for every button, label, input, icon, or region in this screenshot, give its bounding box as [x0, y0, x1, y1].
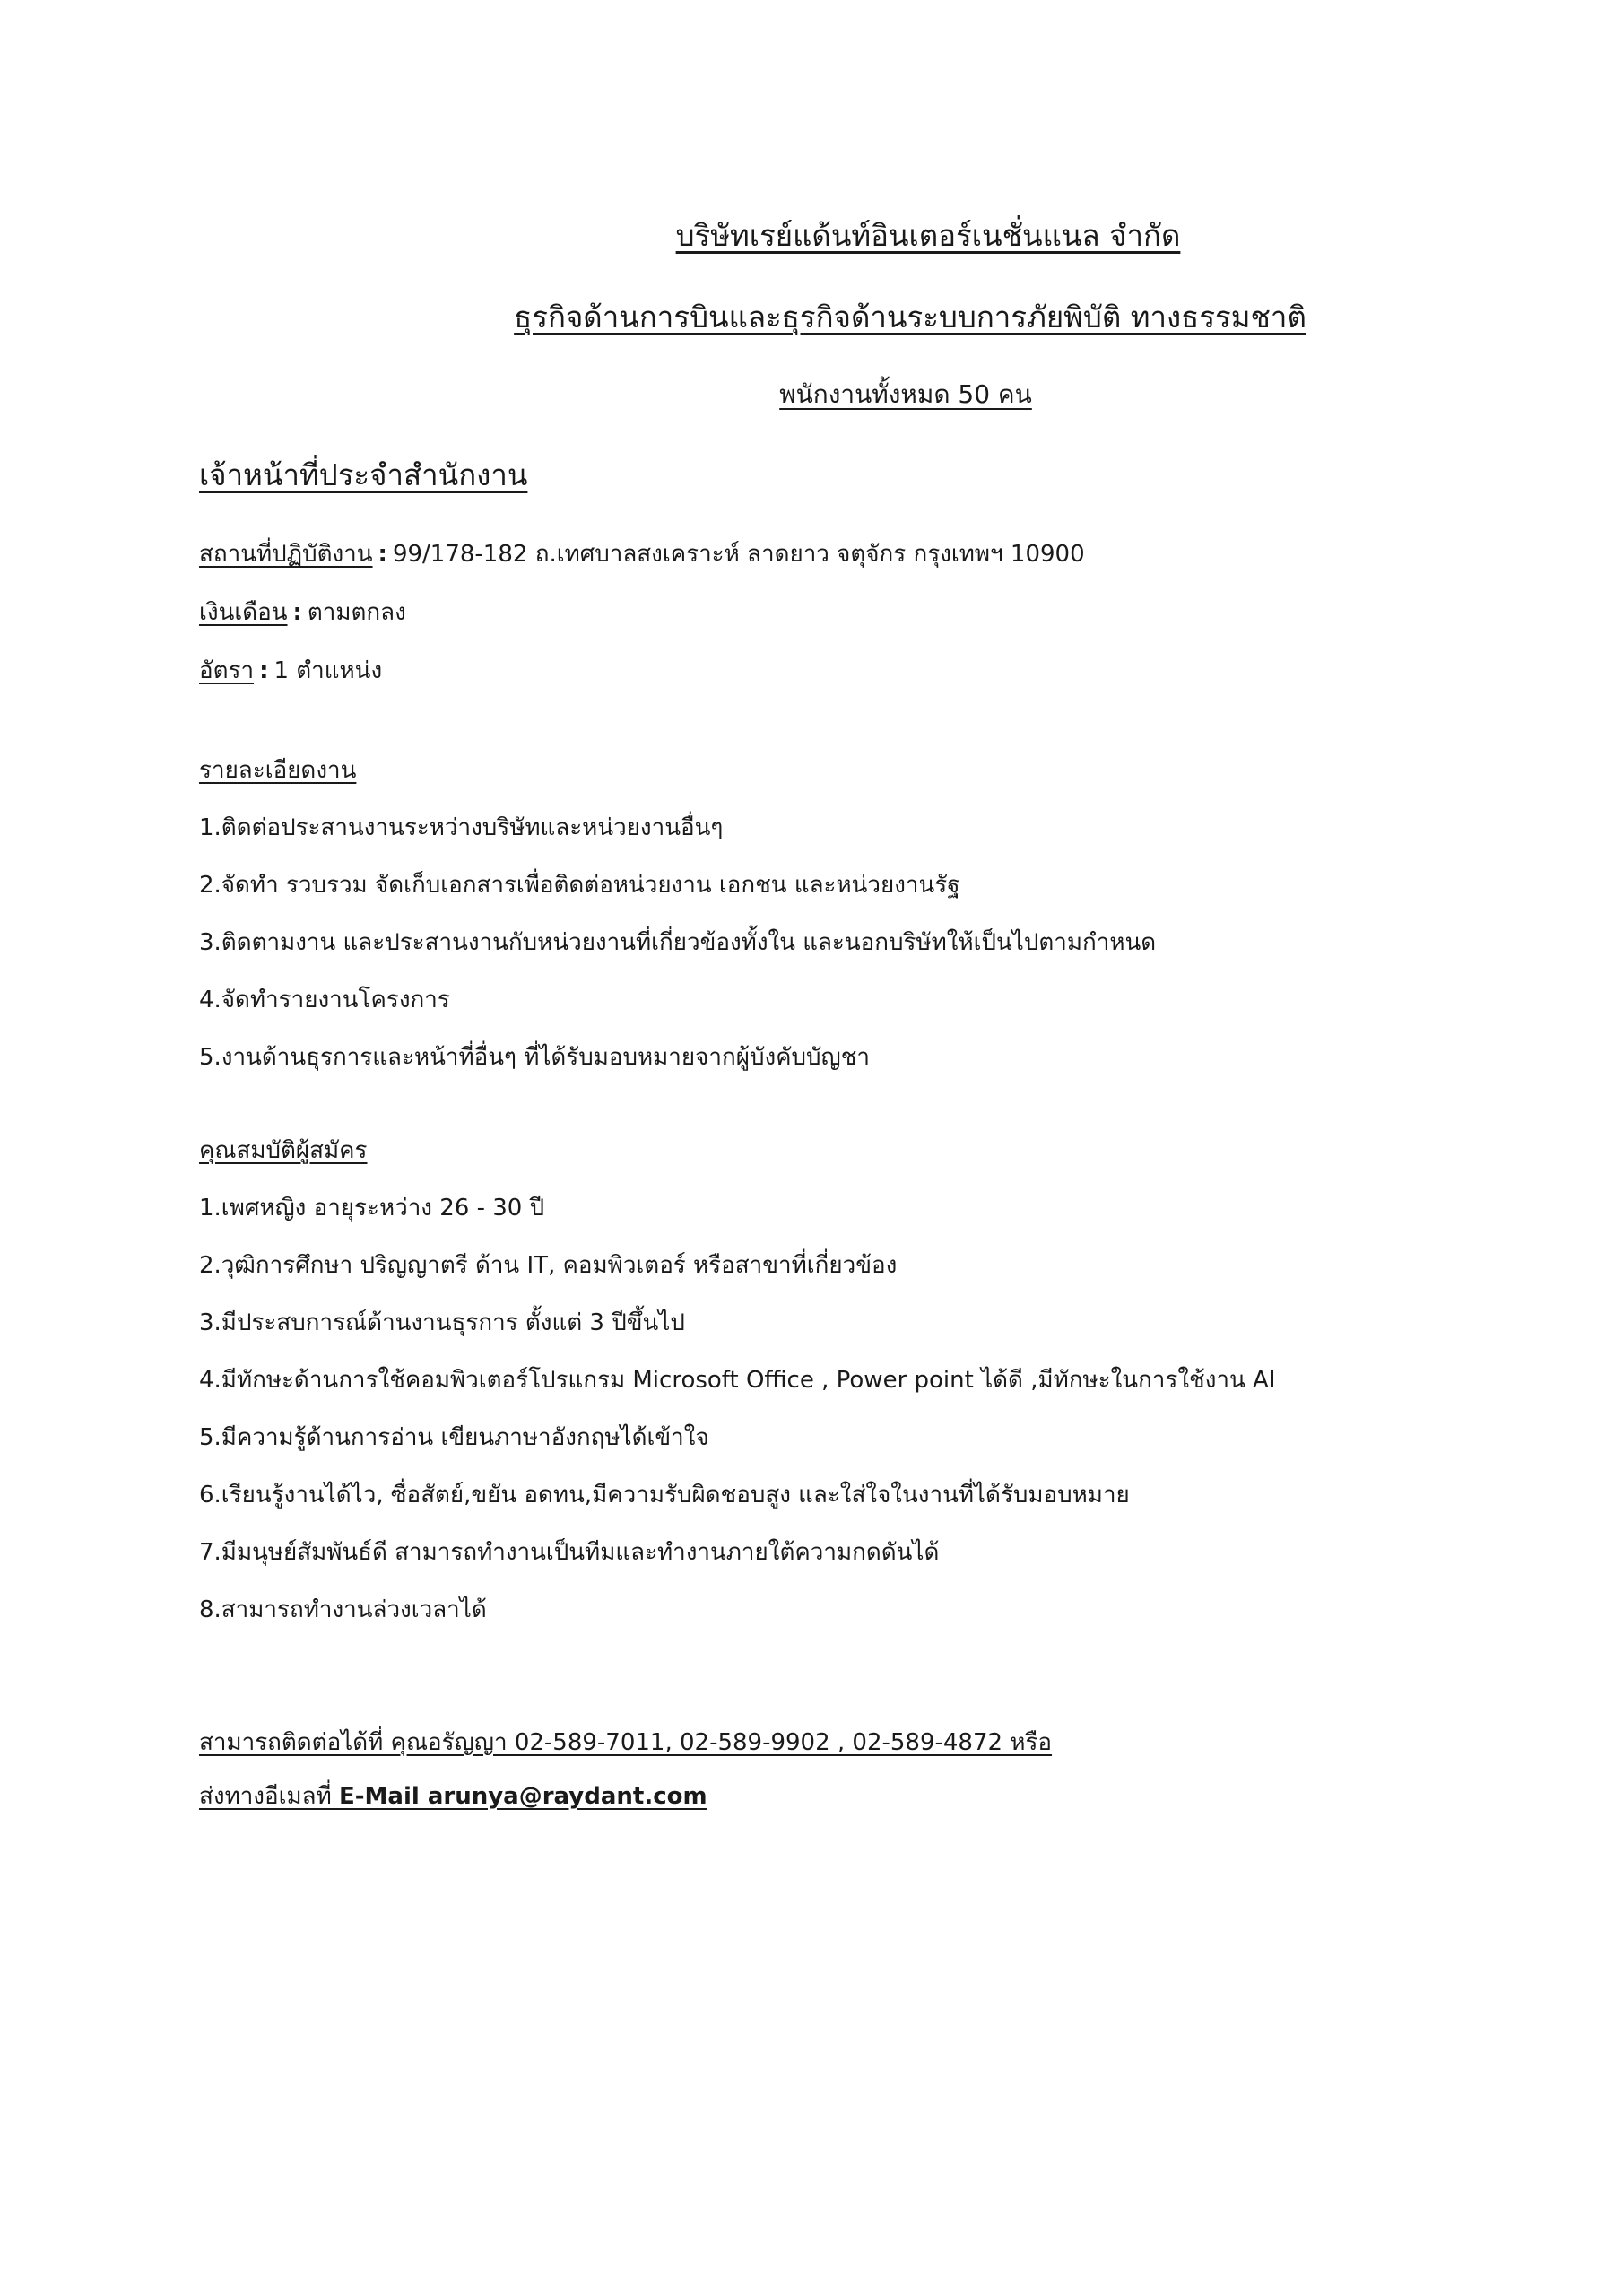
qualification-item: 4.มีทักษะด้านการใช้คอมพิวเตอร์โปรแกรม Microsoft Office , Power point ได้ดี ,มีทักษะในการใช้งาน AI — [199, 1367, 1276, 1394]
qualification-item: 2.วุฒิการศึกษา ปริญญาตรี ด้าน IT, คอมพิวเตอร์ หรือสาขาที่เกี่ยวข้อง — [199, 1252, 898, 1279]
duty-item: 5.งานด้านธุรการและหน้าที่อื่นๆ ที่ได้รับมอบหมายจากผู้บังคับบัญชา — [199, 1044, 870, 1071]
salary-label: เงินเดือน — [199, 599, 288, 626]
rate-line — [199, 652, 382, 689]
qualification-item: 1.เพศหญิง อายุระหว่าง 26 - 30 ปี — [199, 1195, 545, 1222]
contact-email-link[interactable]: E-Mail arunya@raydant.com — [338, 1783, 707, 1810]
workplace-label: สถานที่ปฏิบัติงาน — [199, 541, 373, 568]
business-description-heading: ธุรกิจด้านการบินและธุรกิจด้านระบบการภัยพิบัติ ทางธรรมชาติ — [514, 300, 1306, 335]
workplace-value: 99/178-182 ถ.เทศบาลสงเคราะห์ ลาดยาว จตุจักร กรุงเทพฯ 10900 — [392, 541, 1085, 568]
duty-item: 1.ติดต่อประสานงานระหว่างบริษัทและหน่วยงานอื่นๆ — [199, 814, 724, 841]
staff-count-heading: พนักงานทั้งหมด 50 คน — [779, 379, 1032, 409]
rate-colon: : — [259, 657, 269, 684]
rate-label: อัตรา — [199, 657, 255, 684]
contact-email-line — [199, 1778, 707, 1814]
contact-phone-line: สามารถติดต่อได้ที่ คุณอรัญญา 02-589-7011, 02-589-9902 , 02-589-4872 หรือ — [199, 1729, 1053, 1756]
qualification-item: 6.เรียนรู้งานได้ไว, ซื่อสัตย์,ขยัน อดทน,มีความรับผิดชอบสูง และใส่ใจในงานที่ได้รับมอบหมาย — [199, 1482, 1130, 1509]
contact-email-prefix: ส่งทางอีเมลที่ — [199, 1783, 339, 1810]
qualification-item: 8.สามารถทำงานล่วงเวลาได้ — [199, 1596, 487, 1623]
qualifications-section-title: คุณสมบัติผู้สมัคร — [199, 1137, 368, 1164]
salary-value: ตามตกลง — [307, 599, 406, 626]
duty-item: 4.จัดทำรายงานโครงการ — [199, 987, 450, 1013]
salary-colon: : — [292, 599, 302, 626]
qualification-item: 5.มีความรู้ด้านการอ่าน เขียนภาษาอังกฤษได้เข้าใจ — [199, 1424, 709, 1451]
salary-line — [199, 594, 406, 631]
duty-item: 2.จัดทำ รวบรวม จัดเก็บเอกสารเพื่อติดต่อหน่วยงาน เอกชน และหน่วยงานรัฐ — [199, 872, 960, 899]
qualification-item: 3.มีประสบการณ์ด้านงานธุรการ ตั้งแต่ 3 ปีขึ้นไป — [199, 1309, 685, 1336]
workplace-colon: : — [378, 541, 387, 568]
qualification-item: 7.มีมนุษย์สัมพันธ์ดี สามารถทำงานเป็นทีมและทำงานภายใต้ความกดดันได้ — [199, 1539, 940, 1566]
position-title: เจ้าหน้าที่ประจำสำนักงาน — [199, 457, 528, 492]
rate-value: 1 ตำแหน่ง — [273, 657, 383, 684]
company-name-heading: บริษัทเรย์แด้นท์อินเตอร์เนชั่นแนล จำกัด — [675, 218, 1181, 253]
duties-section-title: รายละเอียดงาน — [199, 757, 357, 784]
duty-item: 3.ติดตามงาน และประสานงานกับหน่วยงานที่เกี่ยวข้องทั้งใน และนอกบริษัทให้เป็นไปตามกำหนด — [199, 929, 1157, 956]
workplace-line — [199, 535, 1085, 572]
